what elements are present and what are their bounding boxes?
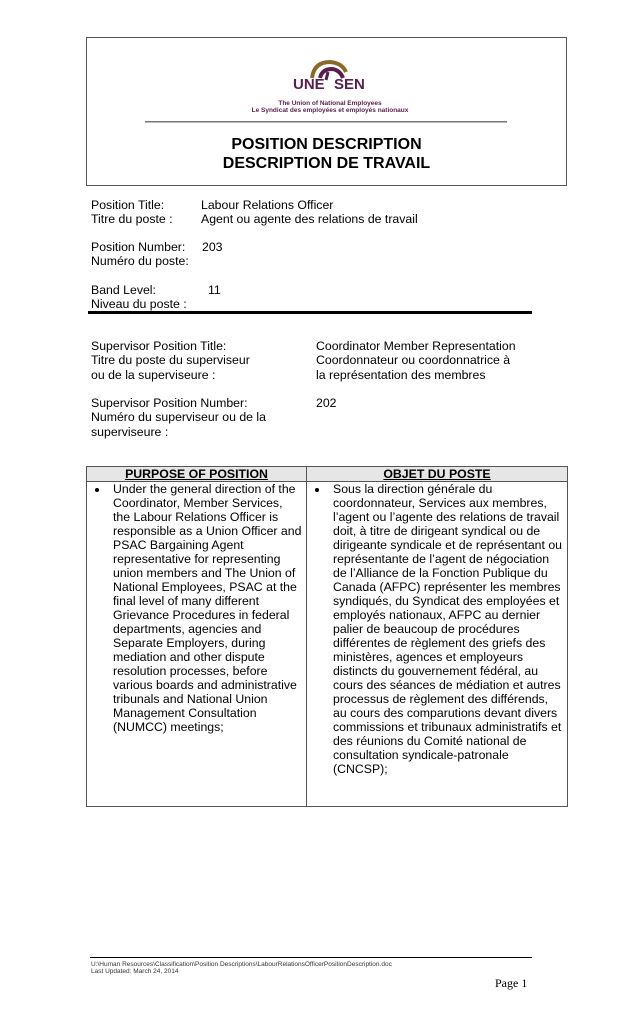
cell-fr bbox=[307, 482, 568, 807]
line: Coordinator Member Representation bbox=[316, 339, 516, 353]
line: ou de la superviseure : bbox=[91, 367, 216, 382]
supervisor-number-label bbox=[91, 396, 266, 439]
purpose-en: • Under the general direction of the Coordinator, Member Services, the Labour Relations Officer is responsible as a Union Officer and PSAC Bargaining Agent representative for representing union members and The Union of National Employees, PSAC at the final level of many different Grievance Procedures in federal departments, agencies and Separate Employers, during mediation and other dispute resolution processes, before various boards and administrative tribunals and National Union Management Consultation (NUMCC) meetings; bbox=[109, 482, 302, 734]
band-level-value: 11 bbox=[208, 283, 221, 297]
logo-line-en: The Union of National Employees bbox=[278, 100, 382, 107]
title-fr: DESCRIPTION DE TRAVAIL bbox=[222, 155, 431, 172]
footer-rule bbox=[90, 957, 532, 958]
line: superviseure : bbox=[91, 424, 169, 439]
header-divider bbox=[145, 121, 507, 123]
band-level-label bbox=[91, 283, 187, 312]
line: Supervisor Position Title: bbox=[91, 339, 227, 353]
section-divider bbox=[88, 311, 532, 314]
une-sen-logo bbox=[290, 58, 370, 94]
value-en: Labour Relations Officer bbox=[201, 198, 334, 212]
header-objet: OBJET DU POSTE bbox=[307, 467, 568, 482]
label-en: Position Title: bbox=[91, 198, 165, 212]
supervisor-title-label bbox=[91, 339, 250, 382]
label-fr: Titre du poste : bbox=[91, 212, 173, 227]
line: Coordonnateur ou coordonnatrice à bbox=[316, 353, 511, 368]
title-en: POSITION DESCRIPTION bbox=[231, 136, 422, 153]
position-number-label bbox=[91, 240, 189, 269]
cell-en bbox=[87, 482, 307, 807]
page-number: Page 1 bbox=[495, 976, 528, 990]
label-en: Position Number: bbox=[91, 240, 186, 254]
purpose-fr: • Sous la direction générale du coordonnateur, Services aux membres, l’agent ou l’agente des relations de travail doit, à titre de dirigeant syndical ou de dirigeante syndicale et de représentant ou représentante de l’agent de négociation de l’Alliance de la Fonction Publique du Canada (AFPC) représenter les membres syndiqués, du Syndicat des employées et employés nationaux, AFPC au dernier palier de beaucoup de procédures différentes de règlement des griefs des ministères, agences et employeurs distincts du gouvernement fédéral, au cours des séances de médiation et autres processus de règlement des différends, au cours des comparutions devant divers commissions et tribunaux administratifs et des réunions du Comité national de consultation syndicale-patronale (CNCSP); bbox=[329, 482, 563, 776]
footer-path: U:\Human Resources\Classification\Position Descriptions\LabourRelationsOfficerPositionDescription.doc bbox=[91, 961, 392, 968]
supervisor-title-value bbox=[316, 339, 516, 382]
footer-updated: Last Updated: March 24, 2014 bbox=[91, 968, 179, 975]
label-fr: Numéro du poste: bbox=[91, 254, 189, 269]
label-fr: Niveau du poste : bbox=[91, 297, 187, 312]
position-number-value: 203 bbox=[202, 240, 223, 254]
position-title-value bbox=[201, 198, 418, 227]
logo-une: UNE bbox=[293, 76, 325, 93]
purpose-table bbox=[86, 466, 568, 807]
line: la représentation des membres bbox=[316, 367, 486, 382]
line: Titre du poste du superviseur bbox=[91, 353, 250, 368]
supervisor-number-value: 202 bbox=[316, 396, 337, 410]
line: Numéro du superviseur ou de la bbox=[91, 410, 266, 425]
logo-line-fr: Le Syndicat des employées et employés nationaux bbox=[251, 107, 409, 114]
label-en: Band Level: bbox=[91, 283, 156, 297]
logo-sen: SEN bbox=[334, 76, 365, 93]
value-fr: Agent ou agente des relations de travail bbox=[201, 212, 418, 227]
line: Supervisor Position Number: bbox=[91, 396, 248, 410]
header-purpose: PURPOSE OF POSITION bbox=[87, 467, 307, 482]
position-title-label bbox=[91, 198, 173, 227]
